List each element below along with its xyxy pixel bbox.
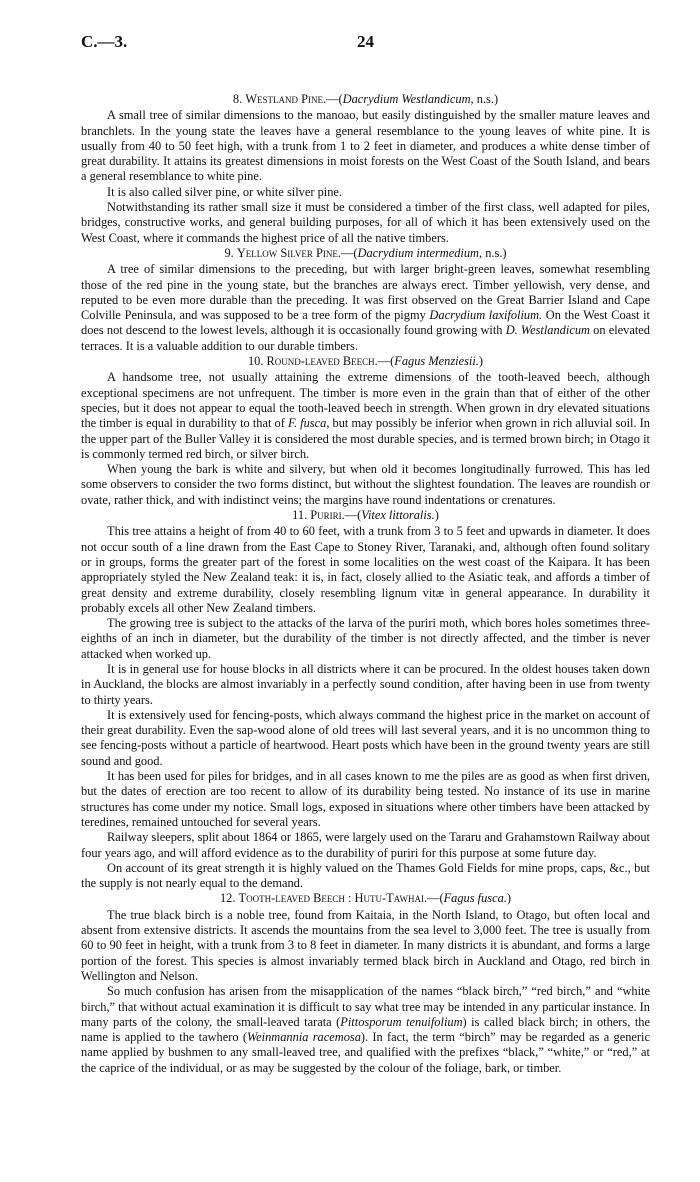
paragraph: [81, 185, 650, 200]
text-run: ): [478, 354, 484, 369]
section: [81, 92, 650, 246]
italic-text: Vitex littoralis.: [361, 508, 435, 523]
italic-text: Dacrydium Westlandicum: [342, 92, 471, 106]
paragraph: [81, 984, 650, 1076]
paragraph: [81, 861, 650, 892]
text-run: It has been used for piles for bridges, and in all cases known to me the piles are as good as when first driven, but the dates of erection are too recent to allow of its durability being tested. No instance of its use in marine structures has come under my notice. Small logs, exposed in situations where other timbers have been attacked by teredines, remained untouched for several years.: [81, 769, 650, 829]
italic-text: Fagus fusca.: [443, 891, 507, 906]
section-number: 8.: [232, 92, 246, 106]
text-run: .—(: [423, 891, 444, 906]
italic-text: Pittosporum tenuifolium: [340, 1014, 463, 1029]
section-name: Tooth-leaved Beech : Hutu-Tawhai: [238, 891, 424, 906]
paragraph: [81, 524, 650, 616]
section-title: [81, 508, 650, 523]
section-number: 11.: [292, 508, 311, 523]
text-run: ): [434, 508, 439, 523]
section-name: Westland Pine: [245, 92, 323, 106]
italic-text: Dacrydium laxifolium.: [429, 308, 543, 323]
section-name: Puriri: [310, 508, 342, 523]
section-title: [81, 246, 650, 261]
section-title: [81, 354, 650, 369]
text-run: The true black birch is a noble tree, found from Kaitaia, in the North Island, to Otago, but often local and absent from extensive districts. It ascends the mountains from the sea level to 3,000 feet. The tree is usually from 60 to 90 feet in height, with a trunk from 3 to 8 feet in diameter. In many districts it is abundant, and forms a large portion of the forest. This species is almost invariably termed black birch in Auckland and Otago, red birch in Wellington and Nelson.: [81, 907, 650, 983]
text-run: ): [506, 891, 512, 906]
text-run: on elevated terraces. It is a valuable addition to our durable timbers.: [81, 323, 650, 353]
text-run: Notwithstanding its rather small size it must be considered a timber of the first class, well adapted for piles, bridges, constructive works, and general building purposes, for all of which it has been extensively used on the West Coast, where it commands the highest price of all the native timbers.: [81, 200, 650, 245]
paragraph: [81, 262, 650, 354]
paragraph: [81, 462, 650, 508]
section: [81, 354, 650, 508]
document-reference: C.—3.: [81, 32, 128, 51]
paragraph: [81, 662, 650, 708]
paragraph: [81, 830, 650, 861]
text-run: , n.s.): [479, 245, 507, 260]
text-run: This tree attains a height of from 40 to 60 feet, with a trunk from 3 to 5 feet and upwards in diameter. It does not occur south of a line drawn from the East Cape to Stoney River, Taranaki, and, although often found solitary or in groups, forms the greater part of the forest in some localities on the west coast of the Kaipara. It has been appropriately styled the New Zealand teak: it is, in fact, closely allied to the Asiatic teak, and affords a timber of great density and extreme durability, closely resembling lignum vitæ in general appearance. In durability it probably excels all other New Zealand timbers.: [81, 524, 650, 615]
text-run: So much confusion has arisen from the misapplication of the names “black birch,” “red birch,” and “white birch,” that without actual examination it is difficult to say what tree may be intended in any particular instance. In many parts of the colony, the small-leaved tarata (: [81, 984, 650, 1029]
paragraph: [81, 769, 650, 830]
text-run: , n.s.): [470, 92, 499, 106]
paragraph: [81, 370, 650, 462]
text-run: It is also called silver pine, or white silver pine.: [107, 184, 343, 199]
italic-text: Dacrydium intermedium: [357, 245, 480, 260]
text-run: .—(: [323, 92, 343, 106]
italic-text: Weinmannia racemosa: [246, 1030, 361, 1045]
section-number: 10.: [247, 354, 267, 369]
text-run: When young the bark is white and silvery, but when old it becomes longitudinally furrowed. This has led some observers to consider the two forms distinct, but without the slightest foundation. The leaves are roundish or ovate, rather thick, and with indistinct veins; the margins have round indentations or crenatures.: [81, 462, 650, 507]
paragraph: [81, 616, 650, 662]
section: [81, 508, 650, 891]
text-run: , but may possibly be inferior when grown in rich alluvial soil. In the upper part of the Buller Valley it is considered the most durable species, and is termed brown birch; in Otago it is commonly termed red birch, or silver birch.: [81, 416, 650, 461]
text-run: Railway sleepers, split about 1864 or 1865, were largely used on the Tararu and Grahamstown Railway about four years ago, and will afford evidence as to the durability of puriri for this purpose at some future day.: [81, 830, 650, 860]
text-run: .—(: [341, 508, 362, 523]
paragraph: [81, 708, 650, 769]
paragraph: [81, 108, 650, 184]
section-name: Round-leaved Beech: [266, 354, 375, 369]
text-run: It is in general use for house blocks in all districts where it can be procured. In the oldest houses taken down in Auckland, the blocks are almost invariably in a perfectly sound condition, after having been in use from twenty to thirty years.: [81, 661, 650, 707]
paragraph: [81, 200, 650, 246]
section: [81, 891, 650, 1076]
text-run: On the West Coast it does not descend to the lowest levels, although it is occasionally found growing with: [81, 308, 650, 338]
page-body: [81, 92, 650, 1076]
text-run: A handsome tree, not usually attaining the extreme dimensions of the tooth-leaved beech, although exceptional specimens are not unfrequent. The timber is more even in the grain than that of either of the other species, but it does not appear to equal the tooth-leaved beech in strength. When grown in dry elevated situations the timber is equal in durability to that of: [81, 370, 650, 431]
page-number: 24: [357, 32, 374, 51]
text-run: A tree of similar dimensions to the preceding, but with larger bright-green leaves, somewhat resembling those of the red pine in the young state, but the branches are always erect. Timber yellowish, very dense, and reputed to be even more durable than the preceding. It was first observed on the Great Barrier Island and Cape Colville Peninsula, and was supposed to be a tree form of the pigmy: [81, 262, 650, 323]
section-name: Yellow Silver Pine: [236, 245, 338, 260]
section: [81, 246, 650, 354]
section-title: [81, 891, 650, 906]
section-number: 12.: [219, 891, 239, 906]
text-run: .—(: [374, 354, 395, 369]
text-run: The growing tree is subject to the attacks of the larva of the puriri moth, which bores holes sometimes three-eighths of an inch in diameter, but the durability of the timber is not directly affected, and the timber is never attacked when worked up.: [81, 616, 650, 661]
section-number: 9.: [224, 245, 237, 260]
text-run: A small tree of similar dimensions to the manoao, but easily distinguished by the smaller mature leaves and branchlets. In the young state the leaves have a general resemblance to the young leaves of white pine. It is usually from 40 to 50 feet high, with a trunk from 1 to 2 feet in diameter, and produces a white dense timber of great durability. It attains its greatest dimensions in moist forests on the West Coast of the South Island, and bears a general resemblance to white pine.: [81, 108, 650, 184]
section-title: [81, 92, 650, 107]
italic-text: D. Westlandicum: [505, 323, 590, 338]
text-run: ). In fact, the term “birch” may be regarded as a generic name applied by bushmen to any small-leaved tree, and qualified with the prefixes “black,” “white,” or “red,” at the caprice of the individual, or as may be suggested by the colour of the foliage, bark, or timber.: [81, 1030, 650, 1075]
italic-text: F. fusca: [287, 416, 327, 431]
paragraph: [81, 908, 650, 984]
text-run: On account of its great strength it is highly valued on the Thames Gold Fields for mine props, caps, &c., but the supply is not nearly equal to the demand.: [81, 860, 650, 891]
text-run: It is extensively used for fencing-posts, which always command the highest price in the market on account of their great durability. Even the sap-wood alone of old trees will last several years, and it is no uncommon thing to see fencing-posts without a particle of heartwood. Heart posts which have been in the ground twenty years are still sound and good.: [81, 707, 650, 768]
text-run: ) is called black birch; in others, the name is applied to the tawhero (: [81, 1014, 650, 1045]
page-header: [81, 32, 650, 52]
italic-text: Fagus Menziesii.: [394, 354, 479, 369]
text-run: .—(: [337, 245, 358, 260]
